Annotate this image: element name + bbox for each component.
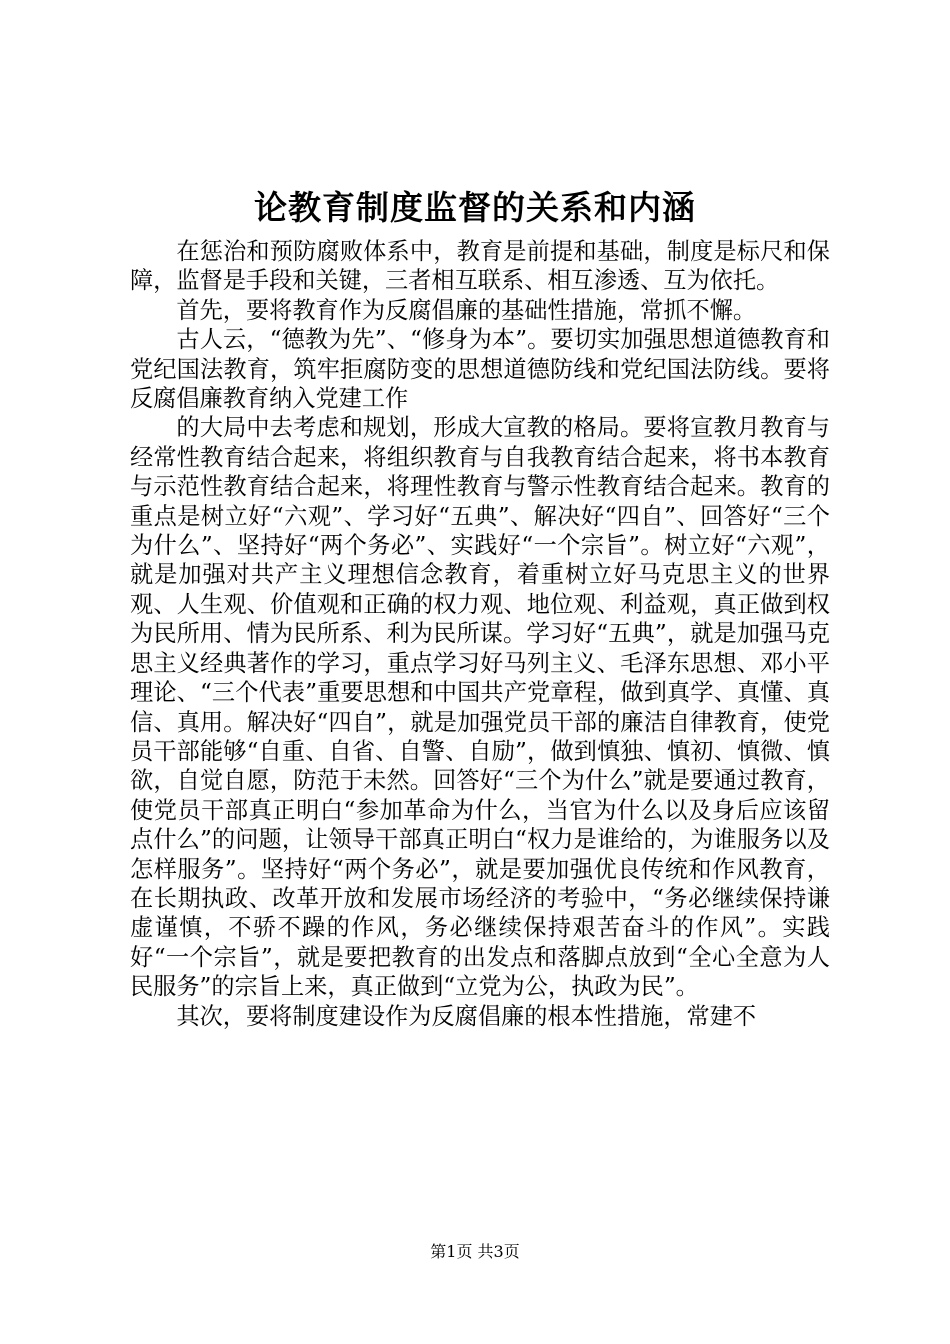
paragraph: 首先，要将教育作为反腐倡廉的基础性措施，常抓不懈。 bbox=[176, 296, 757, 324]
page-number-footer: 第1页 共3页 bbox=[430, 1242, 520, 1261]
document-body bbox=[130, 237, 830, 1031]
paragraph: 在惩治和预防腐败体系中，教育是前提和基础，制度是标尺和保障，监督是手段和关键，三者相互联系、相互渗透、互为依托。 bbox=[130, 238, 830, 295]
paragraph: 其次，要将制度建设作为反腐倡廉的根本性措施，常建不 bbox=[176, 1002, 757, 1030]
document-title: 论教育制度监督的关系和内涵 bbox=[254, 188, 696, 227]
paragraph: 的大局中去考虑和规划，形成大宣教的格局。要将宣教月教育与经常性教育结合起来，将组织教育与自我教育结合起来，将书本教育与示范性教育结合起来，将理性教育与警示性教育结合起来。教育的重点是树立好“六观”、学习好“五典”、解决好“四自”、回答好“三个为什么”、坚持好“两个务必”、实践好“一个宗旨”。树立好“六观”，就是加强对共产主义理想信念教育，着重树立好马克思主义的世界观、人生观、价值观和正确的权力观、地位观、利益观，真正做到权为民所用、情为民所系、利为民所谋。学习好“五典”，就是加强马克思主义经典著作的学习，重点学习好马列主义、毛泽东思想、邓小平理论、“三个代表”重要思想和中国共产党章程，做到真学、真懂、真信、真用。解决好“四自”，就是加强党员干部的廉洁自律教育，使党员干部能够“自重、自省、自警、自励”，做到慎独、慎初、慎微、慎欲，自觉自愿，防范于未然。回答好“三个为什么”就是要通过教育，使党员干部真正明白“参加革命为什么，当官为什么以及身后应该留点什么”的问题，让领导干部真正明白“权力是谁给的，为谁服务以及怎样服务”。坚持好“两个务必”，就是要加强优良传统和作风教育，在长期执政、改革开放和发展市场经济的考验中，“务必继续保持谦虚谨慎，不骄不躁的作风，务必继续保持艰苦奋斗的作风”。实践好“一个宗旨”，就是要把教育的出发点和落脚点放到“全心全意为人民服务”的宗旨上来，真正做到“立党为公，执政为民”。 bbox=[130, 414, 830, 1001]
paragraph: 古人云，“德教为先”、“修身为本”。要切实加强思想道德教育和党纪国法教育，筑牢拒腐防变的思想道德防线和党纪国法防线。要将反腐倡廉教育纳入党建工作 bbox=[130, 326, 830, 413]
